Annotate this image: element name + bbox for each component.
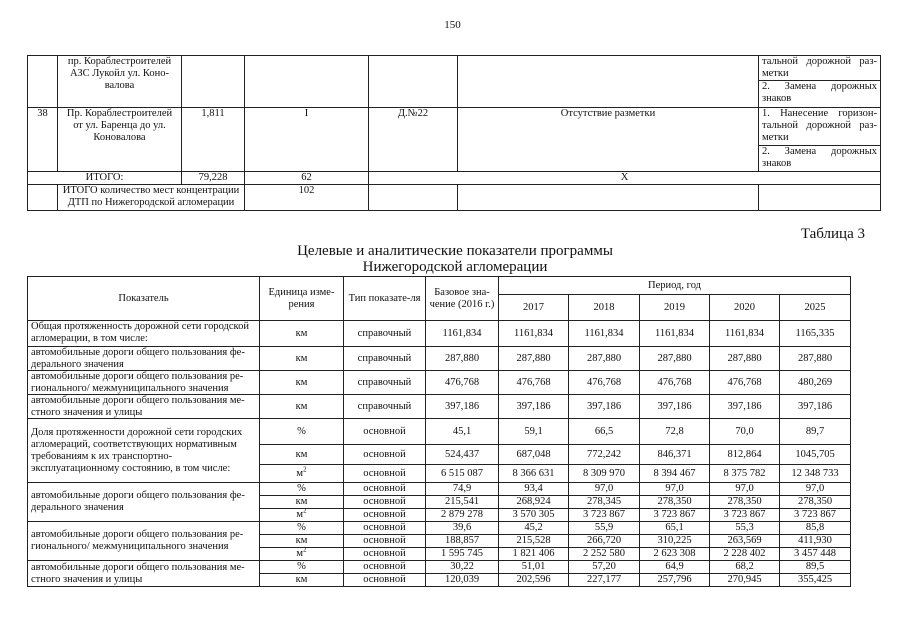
- year-value-cell: 97,0: [710, 483, 780, 496]
- year-value-cell: 68,2: [710, 561, 780, 574]
- base-value-cell: 1161,834: [426, 321, 499, 347]
- header-year: 2020: [710, 295, 780, 321]
- year-value-cell: 287,880: [569, 347, 640, 371]
- year-value-cell: 55,3: [710, 522, 780, 535]
- header-unit: Единица изме-рения: [260, 277, 344, 321]
- year-value-cell: 70,0: [710, 419, 780, 445]
- table-row: [28, 483, 851, 496]
- total-length: 79,228: [182, 172, 245, 185]
- category-cell: I: [245, 108, 369, 172]
- problem-cell: Отсутствие разметки: [458, 108, 759, 172]
- measure-item: 1. Нанесение горизон-тальной дорожной раз-метки: [759, 108, 880, 146]
- year-value-cell: 397,186: [780, 395, 851, 419]
- year-value-cell: 97,0: [640, 483, 710, 496]
- type-cell: основной: [344, 522, 426, 535]
- title-line-1: Целевые и аналитические показатели программы: [297, 243, 613, 259]
- year-value-cell: 278,350: [780, 496, 851, 509]
- unit-cell: км: [260, 321, 344, 347]
- header-row: [28, 277, 851, 295]
- year-value-cell: 1161,834: [640, 321, 710, 347]
- year-value-cell: 278,350: [710, 496, 780, 509]
- header-period: Период, год: [499, 277, 851, 295]
- table-row: [28, 56, 881, 108]
- year-value-cell: 66,5: [569, 419, 640, 445]
- year-value-cell: 278,350: [640, 496, 710, 509]
- type-cell: основной: [344, 561, 426, 574]
- measure-item: 2. Замена дорожных знаков: [762, 146, 877, 169]
- year-value-cell: 12 348 733: [780, 465, 851, 483]
- base-value-cell: 120,039: [426, 574, 499, 587]
- header-year: 2025: [780, 295, 851, 321]
- year-value-cell: 270,945: [710, 574, 780, 587]
- problem-cell: [458, 56, 759, 108]
- year-value-cell: 85,8: [780, 522, 851, 535]
- year-value-cell: 687,048: [499, 445, 569, 465]
- year-value-cell: 287,880: [499, 347, 569, 371]
- year-value-cell: 1045,705: [780, 445, 851, 465]
- header-year: 2017: [499, 295, 569, 321]
- year-value-cell: 8 366 631: [499, 465, 569, 483]
- indicator-label: Общая протяженность дорожной сети городской агломерации, в том числе:: [28, 321, 260, 347]
- year-value-cell: 772,242: [569, 445, 640, 465]
- page-number: 150: [444, 19, 461, 31]
- unit-cell: км: [260, 347, 344, 371]
- indicator-label: автомобильные дороги общего пользования ме-стного значения и улицы: [28, 561, 260, 587]
- year-value-cell: 97,0: [780, 483, 851, 496]
- type-cell: основной: [344, 574, 426, 587]
- location-cell: Пр. Кораблестроителей от ул. Баренца до ул. Коновалова: [58, 108, 182, 172]
- year-value-cell: 45,2: [499, 522, 569, 535]
- year-value-cell: 411,930: [780, 535, 851, 548]
- unit-cell: %: [260, 522, 344, 535]
- header-year: 2018: [569, 295, 640, 321]
- year-value-cell: 227,177: [569, 574, 640, 587]
- category-cell: [245, 56, 369, 108]
- header-indicator: Показатель: [28, 277, 260, 321]
- table-row: [28, 561, 851, 574]
- year-value-cell: 3 723 867: [780, 509, 851, 522]
- year-value-cell: 3 570 305: [499, 509, 569, 522]
- indicator-label: Доля протяженности дорожной сети городских агломераций, соответствующих нормативным требованиям к их транспортно-эксплуатационному состоянию, в том числе:: [28, 419, 260, 483]
- year-value-cell: 93,4: [499, 483, 569, 496]
- unit-cell: км: [260, 395, 344, 419]
- year-value-cell: 59,1: [499, 419, 569, 445]
- type-cell: основной: [344, 535, 426, 548]
- indicators-table: [27, 276, 851, 587]
- table-row: [28, 395, 851, 419]
- type-cell: справочный: [344, 371, 426, 395]
- indicators-body: [28, 321, 851, 587]
- base-value-cell: 397,186: [426, 395, 499, 419]
- total-label: ИТОГО:: [28, 172, 182, 185]
- table-row: [28, 522, 851, 535]
- year-value-cell: 8 394 467: [640, 465, 710, 483]
- sign-cell: Д.№22: [369, 108, 458, 172]
- unit-cell: $м^2$: [260, 548, 344, 561]
- table-row: [28, 371, 851, 395]
- year-value-cell: 97,0: [569, 483, 640, 496]
- year-value-cell: 1 821 406: [499, 548, 569, 561]
- base-value-cell: 45,1: [426, 419, 499, 445]
- type-cell: основной: [344, 548, 426, 561]
- table-row: [28, 419, 851, 445]
- total-places-label: ИТОГО количество мест концентрации ДТП по Нижегородской агломерации: [58, 185, 245, 211]
- type-cell: основной: [344, 509, 426, 522]
- hotspot-table: [27, 55, 881, 211]
- year-value-cell: 3 457 448: [780, 548, 851, 561]
- base-value-cell: 74,9: [426, 483, 499, 496]
- table-row: [28, 321, 851, 347]
- year-value-cell: 1165,335: [780, 321, 851, 347]
- unit-cell: %: [260, 483, 344, 496]
- base-value-cell: 39,6: [426, 522, 499, 535]
- type-cell: основной: [344, 465, 426, 483]
- base-value-cell: 1 595 745: [426, 548, 499, 561]
- year-value-cell: 476,768: [640, 371, 710, 395]
- year-value-cell: 3 723 867: [569, 509, 640, 522]
- year-value-cell: 480,269: [780, 371, 851, 395]
- type-cell: основной: [344, 483, 426, 496]
- unit-cell: км: [260, 574, 344, 587]
- year-value-cell: 355,425: [780, 574, 851, 587]
- measures-cell: [759, 56, 881, 108]
- base-value-cell: 524,437: [426, 445, 499, 465]
- year-value-cell: 55,9: [569, 522, 640, 535]
- year-value-cell: 476,768: [710, 371, 780, 395]
- year-value-cell: 476,768: [499, 371, 569, 395]
- indicator-label: автомобильные дороги общего пользования ре-гионального/ межмуниципального значения: [28, 522, 260, 561]
- year-value-cell: 257,796: [640, 574, 710, 587]
- year-value-cell: 266,720: [569, 535, 640, 548]
- table-label: Таблица 3: [800, 226, 865, 242]
- year-value-cell: 2 228 402: [710, 548, 780, 561]
- table-row: [28, 108, 881, 172]
- year-value-cell: 812,864: [710, 445, 780, 465]
- year-value-cell: 202,596: [499, 574, 569, 587]
- indicator-label: автомобильные дороги общего пользования фе-дерального значения: [28, 483, 260, 522]
- year-value-cell: 1161,834: [710, 321, 780, 347]
- year-value-cell: 57,20: [569, 561, 640, 574]
- unit-cell: %: [260, 561, 344, 574]
- year-value-cell: 72,8: [640, 419, 710, 445]
- year-value-cell: 2 252 580: [569, 548, 640, 561]
- year-value-cell: 89,7: [780, 419, 851, 445]
- year-value-cell: 51,01: [499, 561, 569, 574]
- length-cell: 1,811: [182, 108, 245, 172]
- length-cell: [182, 56, 245, 108]
- total-places-count: 102: [245, 185, 369, 211]
- unit-cell: $м^2$: [260, 509, 344, 522]
- indicator-label: автомобильные дороги общего пользования фе-дерального значения: [28, 347, 260, 371]
- measures-cell: [759, 108, 881, 172]
- base-value-cell: 30,22: [426, 561, 499, 574]
- type-cell: справочный: [344, 321, 426, 347]
- year-value-cell: 8 309 970: [569, 465, 640, 483]
- base-value-cell: 188,857: [426, 535, 499, 548]
- unit-cell: км: [260, 535, 344, 548]
- type-cell: справочный: [344, 347, 426, 371]
- base-value-cell: 6 515 087: [426, 465, 499, 483]
- year-value-cell: 8 375 782: [710, 465, 780, 483]
- year-value-cell: 1161,834: [569, 321, 640, 347]
- unit-cell: %: [260, 419, 344, 445]
- unit-cell: км: [260, 445, 344, 465]
- year-value-cell: 3 723 867: [640, 509, 710, 522]
- year-value-cell: 268,924: [499, 496, 569, 509]
- base-value-cell: 476,768: [426, 371, 499, 395]
- year-value-cell: 476,768: [569, 371, 640, 395]
- indicator-label: автомобильные дороги общего пользования ме-стного значения и улицы: [28, 395, 260, 419]
- total-count: 62: [245, 172, 369, 185]
- year-value-cell: 287,880: [780, 347, 851, 371]
- year-value-cell: 310,225: [640, 535, 710, 548]
- indicator-label: автомобильные дороги общего пользования ре-гионального/ межмуниципального значения: [28, 371, 260, 395]
- year-value-cell: 1161,834: [499, 321, 569, 347]
- location-cell: пр. Кораблестроителей АЗС Лукойл ул. Коно-валова: [58, 56, 182, 108]
- year-value-cell: 287,880: [640, 347, 710, 371]
- unit-cell: $м^2$: [260, 465, 344, 483]
- measure-item: 2. Замена дорожных знаков: [762, 81, 877, 104]
- year-value-cell: 89,5: [780, 561, 851, 574]
- total-mark: X: [369, 172, 881, 185]
- total-row: [28, 172, 881, 185]
- table-title: [200, 243, 710, 275]
- type-cell: основной: [344, 445, 426, 465]
- year-value-cell: 278,345: [569, 496, 640, 509]
- base-value-cell: 287,880: [426, 347, 499, 371]
- year-value-cell: 287,880: [710, 347, 780, 371]
- row-number: [28, 56, 58, 108]
- base-value-cell: 2 879 278: [426, 509, 499, 522]
- type-cell: справочный: [344, 395, 426, 419]
- year-value-cell: 2 623 308: [640, 548, 710, 561]
- unit-cell: км: [260, 371, 344, 395]
- year-value-cell: 397,186: [710, 395, 780, 419]
- year-value-cell: 263,569: [710, 535, 780, 548]
- header-year: 2019: [640, 295, 710, 321]
- year-value-cell: 65,1: [640, 522, 710, 535]
- title-line-2: Нижегородской агломерации: [362, 259, 548, 275]
- year-value-cell: 3 723 867: [710, 509, 780, 522]
- row-number: 38: [28, 108, 58, 172]
- header-base: Базовое зна-чение (2016 г.): [426, 277, 499, 321]
- type-cell: основной: [344, 419, 426, 445]
- year-value-cell: 397,186: [640, 395, 710, 419]
- total-places-row: [28, 185, 881, 211]
- year-value-cell: 397,186: [569, 395, 640, 419]
- year-value-cell: 64,9: [640, 561, 710, 574]
- year-value-cell: 215,528: [499, 535, 569, 548]
- measure-item: тальной дорожной раз-метки: [759, 56, 880, 81]
- header-type: Тип показате-ля: [344, 277, 426, 321]
- base-value-cell: 215,541: [426, 496, 499, 509]
- sign-cell: [369, 56, 458, 108]
- table-row: [28, 347, 851, 371]
- year-value-cell: 846,371: [640, 445, 710, 465]
- unit-cell: км: [260, 496, 344, 509]
- year-value-cell: 397,186: [499, 395, 569, 419]
- type-cell: основной: [344, 496, 426, 509]
